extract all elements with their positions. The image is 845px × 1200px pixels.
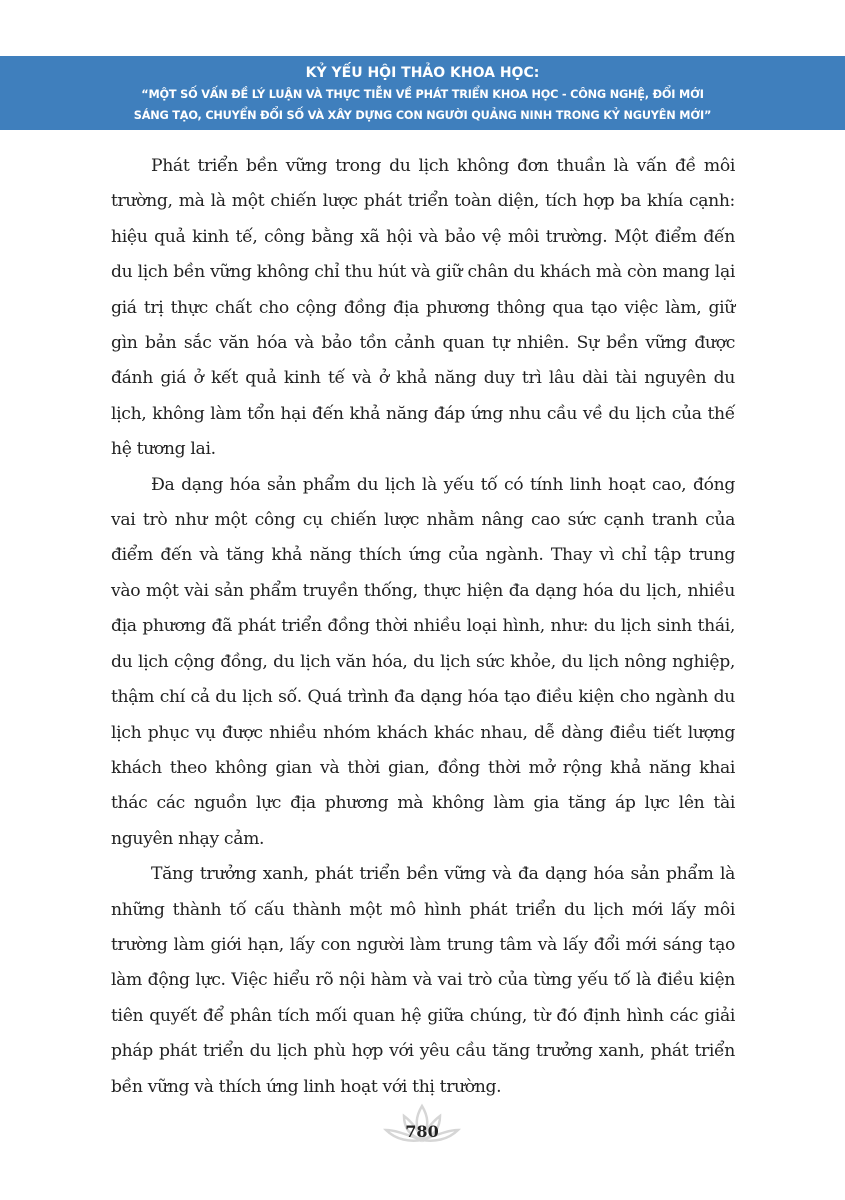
body-text [111,149,735,1105]
proceedings-title: KỶ YẾU HỘI THẢO KHOA HỌC: [305,65,540,81]
paragraph-sustainable-development: Phát triển bền vững trong du lịch không đơn thuần là vấn đề môi trường, mà là một chiến lược phát triển toàn diện, tích hợp ba khía cạnh: hiệu quả kinh tế, công bằng xã hội và bảo vệ môi trường. Một điểm đến du lịch bền vững không chỉ thu hút và giữ chân du khách mà còn mang lại giá trị thực chất cho cộng đồng địa phương thông qua tạo việc làm, giữ gìn bản sắc văn hóa và bảo tồn cảnh quan tự nhiên. Sự bền vững được đánh giá ở kết quả kinh tế và ở khả năng duy trì lâu dài tài nguyên du lịch, không làm tổn hại đến khả năng đáp ứng nhu cầu về du lịch của thế hệ tương lai. [111,156,735,460]
paragraph-green-growth: Tăng trưởng xanh, phát triển bền vững và đa dạng hóa sản phẩm là những thành tố cấu thành một mô hình phát triển du lịch mới lấy môi trường làm giới hạn, lấy con người làm trung tâm và lấy đổi mới sáng tạo làm động lực. Việc hiểu rõ nội hàm và vai trò của từng yếu tố là điều kiện tiên quyết để phân tích mối quan hệ giữa chúng, từ đó định hình các giải pháp phát triển du lịch phù hợp với yêu cầu tăng trưởng xanh, phát triển bền vững và thích ứng linh hoạt với thị trường. [111,864,735,1097]
page-number-block [382,1102,462,1150]
conference-subtitle-line-1: “MỘT SỐ VẤN ĐỀ LÝ LUẬN VÀ THỰC TIỄN VỀ PHÁT TRIỂN KHOA HỌC - CÔNG NGHỆ, ĐỔI MỚI [141,88,704,101]
conference-subtitle-line-2: SÁNG TẠO, CHUYỂN ĐỔI SỐ VÀ XÂY DỰNG CON NGƯỜI QUẢNG NINH TRONG KỶ NGUYÊN MỚI” [133,109,712,122]
paragraph-product-diversification: Đa dạng hóa sản phẩm du lịch là yếu tố có tính linh hoạt cao, đóng vai trò như một công cụ chiến lược nhằm nâng cao sức cạnh tranh của điểm đến và tăng khả năng thích ứng của ngành. Thay vì chỉ tập trung vào một vài sản phẩm truyền thống, thực hiện đa dạng hóa du lịch, nhiều địa phương đã phát triển đồng thời nhiều loại hình, như: du lịch sinh thái, du lịch cộng đồng, du lịch văn hóa, du lịch sức khỏe, du lịch nông nghiệp, thậm chí cả du lịch số. Quá trình đa dạng hóa tạo điều kiện cho ngành du lịch phục vụ được nhiều nhóm khách khác nhau, dễ dàng điều tiết lượng khách theo không gian và thời gian, đồng thời mở rộng khả năng khai thác các nguồn lực địa phương mà không làm gia tăng áp lực lên tài nguyên nhạy cảm. [111,474,735,849]
header-banner [0,56,845,130]
page-number: 780 [405,1122,439,1141]
